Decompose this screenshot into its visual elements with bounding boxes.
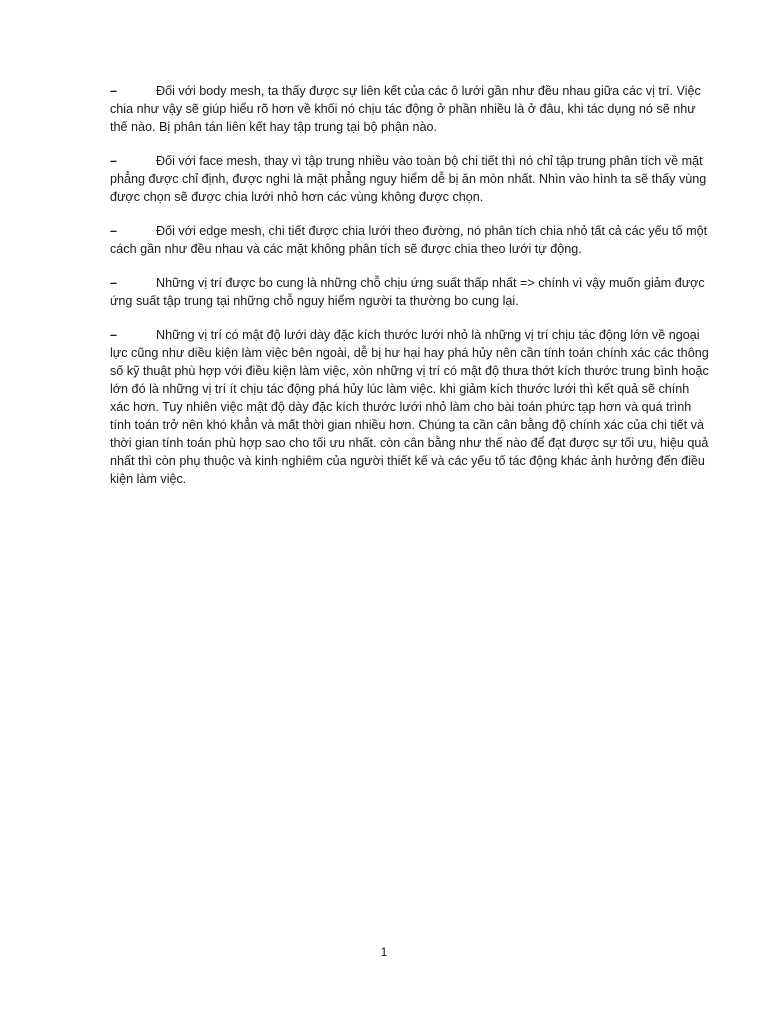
bullet-dash: – bbox=[110, 224, 118, 238]
paragraph-text: Những vị trí có mật độ lưới dày đặc kích thước lưới nhỏ là những vị trí chịu tác động lớn về ngoại lực cũng như diều kiện làm việc bên ngoài, dễ bị hư hại hay phá hủy nên cần tính toán chính xác các thông số kỹ thuật phù hợp với điều kiện làm việc, xòn những vị trí có mật độ thưa thớt kích thước trung bình hoặc lớn đó là những vị trí ít chịu tác động phá hủy lúc làm việc. khi giảm kích thước lưới thì kết quả sẽ chính xác hơn. Tuy nhiên việc mật độ dày đặc kích thước lưới nhỏ làm cho bài toán phức tạp hơn và quá trình tính toán trở nên khó khẳn và mất thời gian nhiều hơn. Chúng ta cần cân bằng độ chính xác của chi tiết và thời gian tính toán phù hợp sao cho tối ưu nhất. còn cân bằng như thế nào để đạt được sự tối ưu, hiệu quả nhất thì còn phụ thuộc và kinh nghiêm của người thiết kế và các yếu tố tác động khác ảnh hưởng đến điều kiện làm việc. bbox=[110, 328, 709, 486]
bullet-dash: – bbox=[110, 154, 118, 168]
paragraph-text: Đối với body mesh, ta thấy được sự liên kết của các ô lưới gần như đều nhau giữa các vị trí. Việc chia như vậy sẽ giúp hiểu rõ hơn về khối nó chịu tác động ở phần nhiều là ở đâu, khi tác dụng nó sẽ như thế nào. Bị phân tán liên kết hay tập trung tại bộ phận nào. bbox=[110, 84, 701, 134]
document-body bbox=[110, 82, 710, 504]
paragraph-text: Những vị trí được bo cung là những chỗ chịu ứng suất thấp nhất => chính vì vậy muốn giảm được ứng suất tập trung tại những chỗ nguy hiểm người ta thường bo cung lại. bbox=[110, 276, 705, 308]
page-number: 1 bbox=[380, 945, 388, 959]
paragraph-face-mesh bbox=[110, 152, 710, 206]
bullet-dash: – bbox=[110, 328, 118, 342]
bullet-dash: – bbox=[110, 276, 118, 290]
bullet-dash: – bbox=[110, 84, 118, 98]
paragraph-fillet bbox=[110, 274, 710, 310]
paragraph-body-mesh bbox=[110, 82, 710, 136]
paragraph-edge-mesh bbox=[110, 222, 710, 258]
paragraph-text: Đối với edge mesh, chi tiết được chia lưới theo đường, nó phân tích chia nhỏ tất cả các yếu tố một cách gần như đều nhau và các mặt không phân tích sẽ được chia theo lưới tự động. bbox=[110, 224, 708, 256]
paragraph-mesh-density bbox=[110, 326, 710, 488]
paragraph-text: Đối với face mesh, thay vì tập trung nhiều vào toàn bộ chi tiết thì nó chỉ tập trung phân tích về mặt phẳng được chỉ định, được nghi là mặt phẳng nguy hiểm dễ bị ăn mòn nhất. Nhìn vào hình ta sẽ thấy vùng được chọn sẽ được chia lưới nhỏ hơn các vùng không được chọn. bbox=[110, 154, 707, 204]
